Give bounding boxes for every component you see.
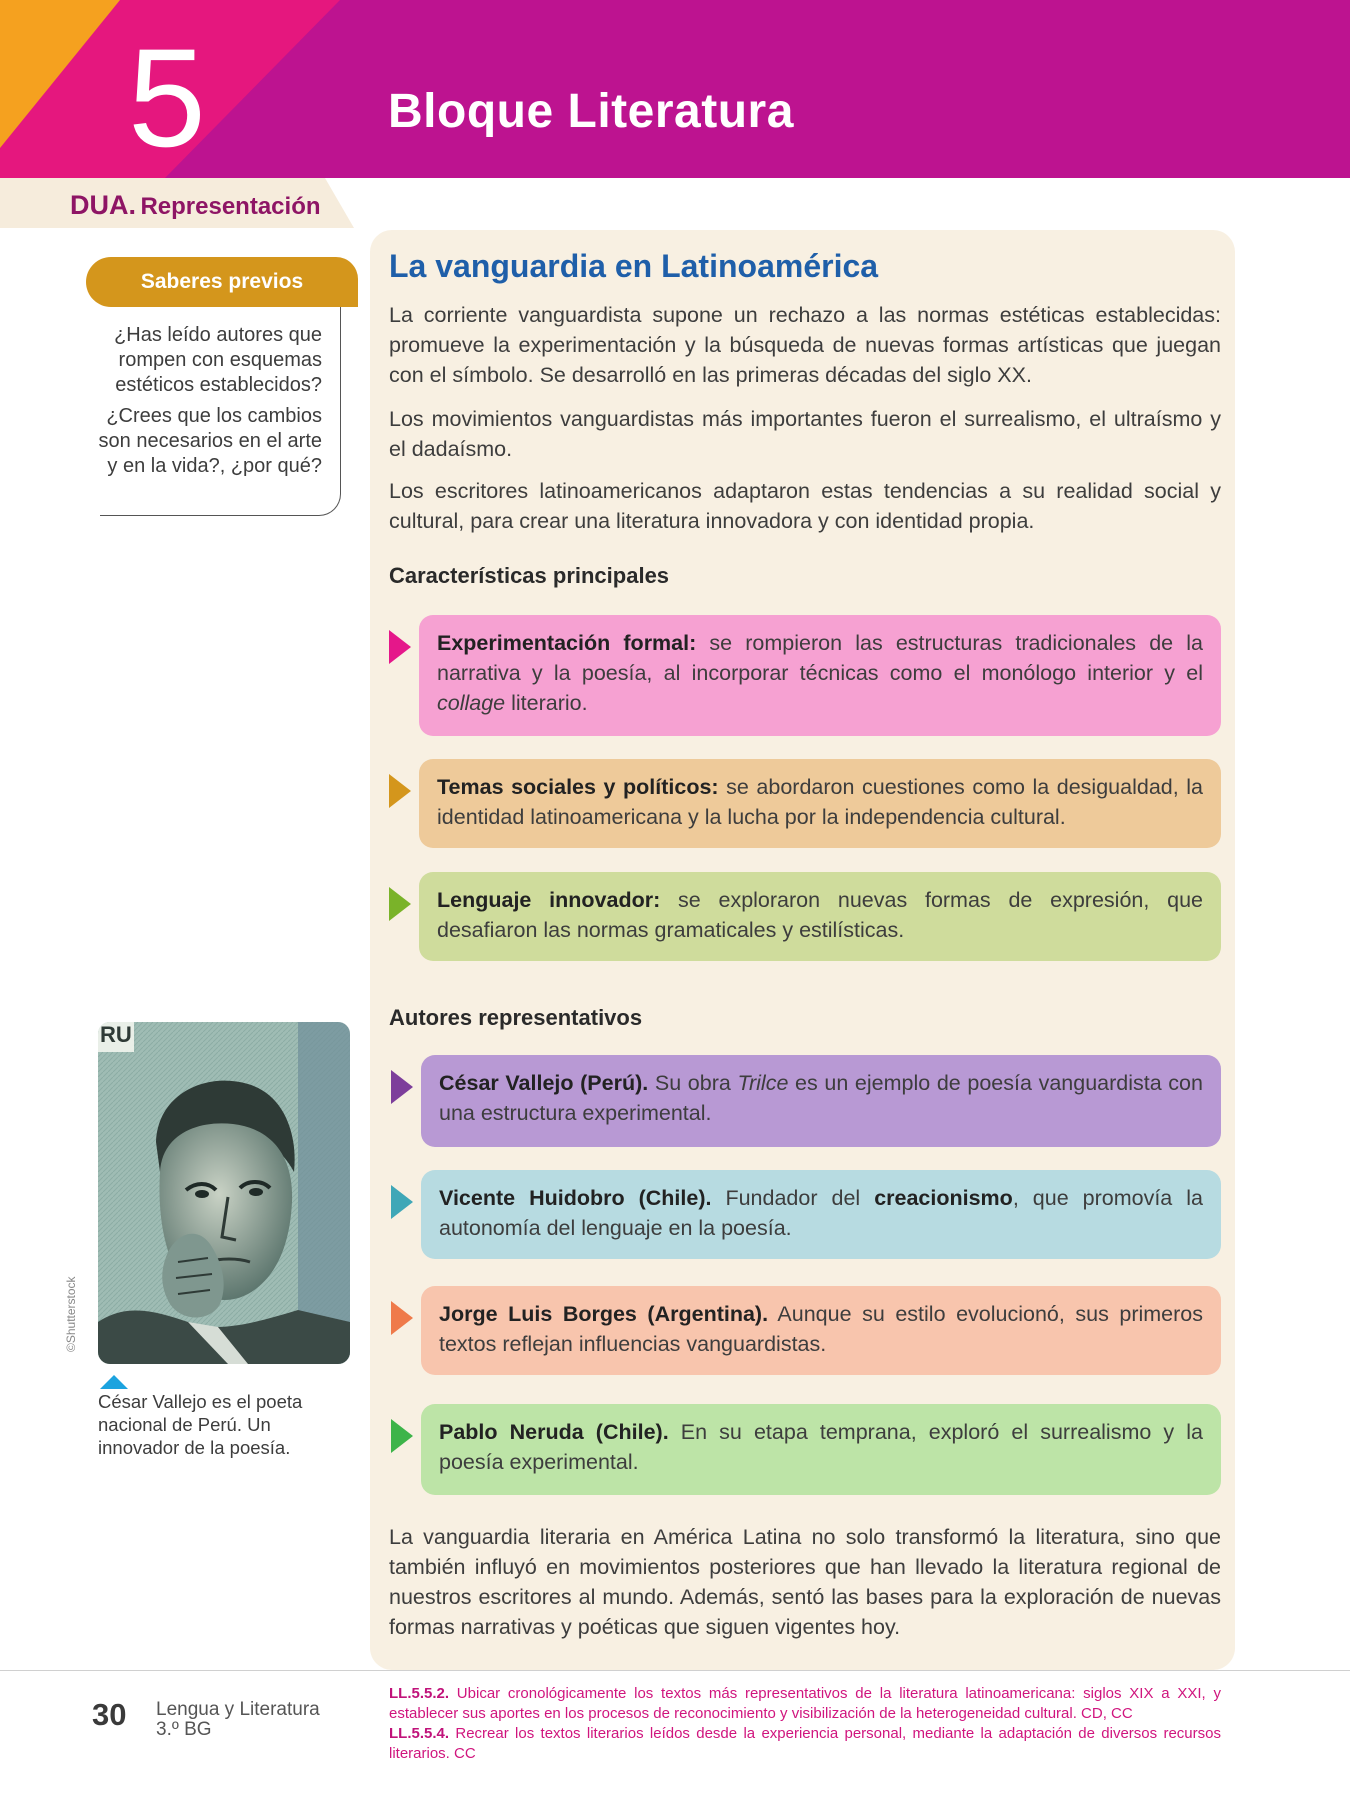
skill-text: Recrear los textos literarios leídos desde la experiencia personal, mediante la adaptación de diversos recursos literarios. CC [389, 1725, 1221, 1762]
subject-name: Lengua y Literatura [156, 1699, 320, 1720]
intro-paragraph-1: La corriente vanguardista supone un rechazo a las normas estéticas establecidas: promueve la experimentación y la búsqueda de nuevas formas artísticas que juegan con el símbolo. Se desarrolló en las primeras décadas del siglo XX. [389, 303, 1221, 387]
author-name: Vicente Huidobro (Chile). [439, 1186, 712, 1210]
author-cesar-vallejo [421, 1055, 1221, 1147]
chapter-header [0, 0, 1350, 178]
author-pablo-neruda [421, 1404, 1221, 1495]
characteristic-experimentacion [419, 615, 1221, 736]
author-text-end: , que promovía la autonomía del lenguaje en la poesía. [439, 1186, 1203, 1240]
characteristic-title: Experimentación formal: [437, 631, 697, 655]
characteristics-heading: Características principales [389, 563, 670, 588]
saberes-question-1: ¿Has leído autores que rompen con esquemas estéticos establecidos? [114, 324, 322, 396]
saberes-previos-tab: Saberes previos [86, 257, 358, 307]
image-credit: ©Shutterstock [64, 1276, 78, 1352]
block-title: Bloque Literatura [388, 85, 794, 138]
green-triangle-icon [391, 1419, 413, 1453]
skill-text: Ubicar cronológicamente los textos más representativos de la literatura latinoamericana: siglos XIX a XXI, y establecer sus aportes en los procesos de reconocimiento y visibilización de la heterogeneidad cultural. CD, CC [389, 1685, 1221, 1722]
author-text: Su obra [648, 1071, 738, 1095]
author-text: Fundador del [711, 1186, 875, 1210]
saberes-previos-box [100, 307, 341, 516]
characteristic-lenguaje-innovador [419, 872, 1221, 961]
subject-label [156, 1700, 320, 1740]
characteristic-title: Temas sociales y políticos: [437, 775, 719, 799]
characteristic-italic: collage [437, 691, 506, 715]
dua-representation: Representación [140, 193, 321, 220]
unit-number: 5 [128, 19, 206, 176]
author-text-end: es un ejemplo de poesía vanguardista con una estructura experimental. [439, 1071, 1203, 1125]
author-vicente-huidobro [421, 1170, 1221, 1259]
dua-strong: DUA. [70, 190, 136, 220]
skill-code: LL.5.5.4. [389, 1725, 450, 1742]
author-name: Pablo Neruda (Chile). [439, 1420, 669, 1444]
pink-triangle-icon [389, 630, 411, 664]
closing-paragraph: La vanguardia literaria en América Latina no solo transformó la literatura, sino que también influyó en movimientos posteriores que han llevado la literatura regional de nuestros escritores al mundo. Además, sentó las bases para la exploración de nuevas formas narrativas y poéticas que siguen vigentes hoy. [389, 1525, 1221, 1639]
saberes-question-2: ¿Crees que los cambios son necesarios en el arte y en la vida?, ¿por qué? [98, 405, 322, 477]
dua-tab [0, 178, 354, 228]
subject-grade: 3.º BG [156, 1719, 212, 1740]
author-name: César Vallejo (Perú). [439, 1071, 649, 1095]
intro-paragraph-3: Los escritores latinoamericanos adaptaron estas tendencias a su realidad social y cultural, para crear una literatura innovadora y con identidad propia. [389, 479, 1221, 533]
caption-triangle-icon [100, 1375, 128, 1389]
skill-item [389, 1724, 1221, 1764]
purple-triangle-icon [391, 1070, 413, 1104]
skill-item [389, 1684, 1221, 1724]
banknote-text: RU [100, 1022, 132, 1047]
characteristic-text: se abordaron cuestiones como la desigualdad, la identidad latinoamericana y la lucha por la independencia cultural. [437, 775, 1203, 829]
author-text: En su etapa temprana, exploró el surrealismo y la poesía experimental. [439, 1420, 1203, 1474]
dua-label [70, 190, 321, 221]
orange-triangle-icon [389, 774, 411, 808]
authors-heading: Autores representativos [389, 1005, 643, 1030]
characteristic-text: se exploraron nuevas formas de expresión, que desafiaron las normas gramaticales y estilísticas. [437, 888, 1203, 942]
green-triangle-icon [389, 887, 411, 921]
teal-triangle-icon [391, 1185, 413, 1219]
author-movement: creacionismo [874, 1186, 1013, 1210]
footer-divider [0, 1670, 1350, 1671]
characteristic-temas-sociales [419, 759, 1221, 848]
coral-triangle-icon [391, 1301, 413, 1335]
image-caption: César Vallejo es el poeta nacional de Perú. Un innovador de la poesía. [98, 1391, 303, 1458]
author-work-title: Trilce [737, 1071, 789, 1095]
curriculum-skills [389, 1684, 1221, 1764]
page-number: 30 [92, 1697, 127, 1732]
characteristic-text: se rompieron las estructuras tradicionales de la narrativa y la poesía, al incorporar técnicas como el monólogo interior y el [437, 631, 1203, 685]
cesar-vallejo-banknote-image [98, 1022, 350, 1364]
characteristic-title: Lenguaje innovador: [437, 888, 661, 912]
intro-paragraph-2: Los movimientos vanguardistas más importantes fueron el surrealismo, el ultraísmo y el dadaísmo. [389, 407, 1221, 461]
characteristic-text-end: literario. [505, 691, 588, 715]
section-title: La vanguardia en Latinoamérica [389, 248, 879, 284]
skill-code: LL.5.5.2. [389, 1685, 450, 1702]
author-text: Aunque su estilo evolucionó, sus primeros textos reflejan influencias vanguardistas. [439, 1302, 1203, 1356]
author-jorge-luis-borges [421, 1286, 1221, 1375]
author-name: Jorge Luis Borges (Argentina). [439, 1302, 769, 1326]
